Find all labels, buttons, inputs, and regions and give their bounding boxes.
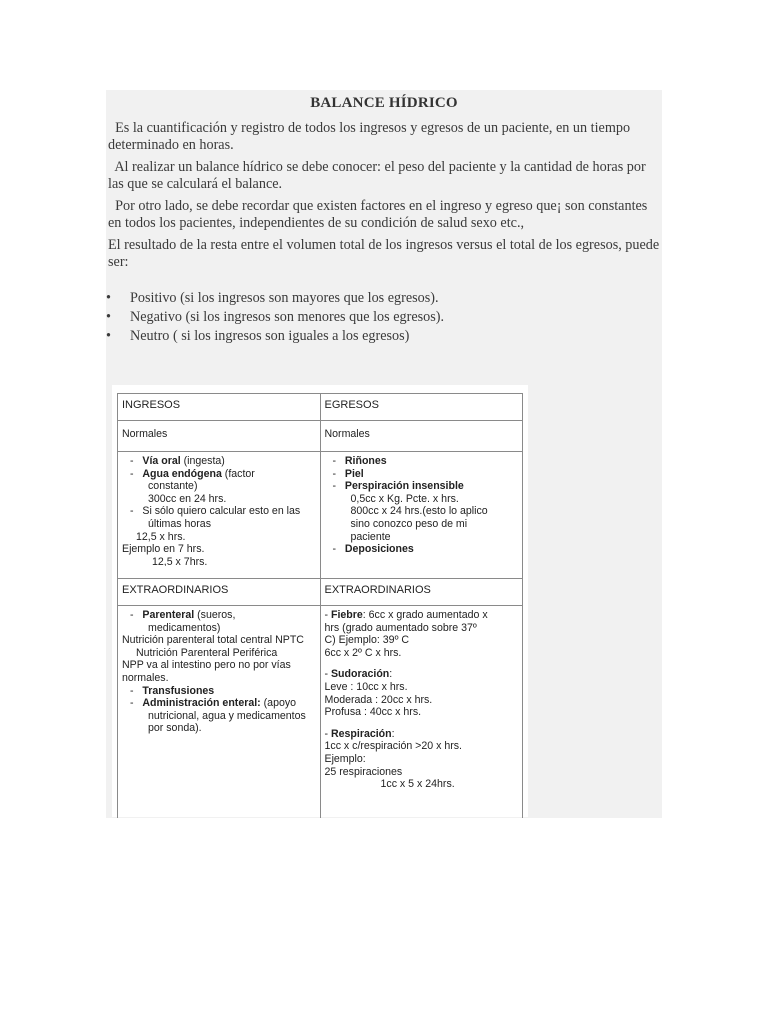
dash: -	[130, 505, 134, 518]
label-extraordinarios-ingresos: EXTRAORDINARIOS	[118, 579, 321, 606]
dash: -	[332, 543, 337, 556]
rinones-line	[325, 455, 519, 468]
fiebre-detail: : 6cc x grado aumentado x	[362, 609, 488, 621]
parenteral-line2: medicamentos)	[148, 621, 221, 634]
dash: -	[332, 455, 337, 467]
list-item	[106, 289, 662, 308]
enteral-label: Administración enteral:	[142, 697, 261, 710]
paragraph-factors-text: Por otro lado, se debe recordar que existen factores en el ingreso y egreso que¡ son constantes en todos los pacientes, independientes de su condición de salud sexo etc.,	[108, 198, 648, 231]
agua-endogena-label: Agua endógena	[142, 467, 222, 480]
balance-table	[117, 393, 523, 818]
npp-full-line: Nutrición Parenteral Periférica	[136, 646, 278, 659]
respiracion-colon: :	[391, 727, 395, 740]
respiracion-line3: 25 respiraciones	[324, 765, 403, 778]
parenteral-detail: (sueros,	[194, 609, 236, 621]
table-row	[118, 421, 523, 452]
header-egresos: EGRESOS	[320, 394, 523, 421]
si-solo-line	[122, 505, 316, 518]
list-item-text: Negativo (si los ingresos son menores que los egresos).	[130, 309, 445, 325]
list-item-text: Neutro ( si los ingresos son iguales a los egresos)	[130, 328, 410, 344]
document-page	[106, 90, 662, 818]
dash: -	[324, 668, 331, 681]
egresos-normales-cell	[320, 452, 523, 579]
dash: -	[130, 455, 134, 467]
list-item	[106, 327, 662, 346]
enteral-line2: nutricional, agua y medicamentos	[148, 709, 306, 722]
dash: -	[130, 609, 134, 621]
table-row	[118, 394, 523, 421]
dash: -	[130, 697, 134, 710]
rinones-label: Riñones	[344, 455, 387, 467]
formula-line: 12,5 x hrs.	[136, 530, 186, 543]
npp-line2: normales.	[122, 671, 169, 684]
sudoracion-colon: :	[389, 668, 393, 681]
bullet-icon: •	[106, 309, 111, 325]
agua-endogena-line2: constante)	[148, 480, 198, 493]
list-item-text: Positivo (si los ingresos son mayores que los egresos).	[130, 290, 439, 306]
document-title: BALANCE HÍDRICO	[310, 95, 458, 111]
parenteral-label: Parenteral	[142, 609, 195, 621]
paragraph-definition	[108, 120, 660, 154]
deposiciones-line	[325, 543, 519, 556]
egresos-extra-cell	[320, 606, 523, 819]
piel-line	[325, 468, 519, 481]
label-normales-ingresos: Normales	[118, 421, 321, 452]
perspiracion-line2: 800cc x 24 hrs.(esto lo aplico	[350, 505, 488, 518]
enteral-line3: por sonda).	[148, 722, 202, 735]
spacer	[325, 659, 519, 668]
sudoracion-moderada: Moderada : 20cc x hrs.	[324, 693, 433, 706]
transfusiones-line	[122, 685, 316, 698]
perspiracion-label: Perspiración insensible	[344, 480, 464, 493]
via-oral-label: Vía oral	[142, 455, 181, 467]
header-ingresos: INGRESOS	[118, 394, 321, 421]
result-list	[106, 289, 662, 346]
dash: -	[332, 467, 337, 480]
sudoracion-leve: Leve : 10cc x hrs.	[324, 680, 408, 693]
via-oral-detail: (ingesta)	[180, 455, 225, 467]
fiebre-label: Fiebre	[330, 609, 363, 621]
fiebre-line2: hrs (grado aumentado sobre 37º	[324, 621, 477, 634]
agua-endogena-line	[122, 468, 316, 481]
respiracion-line2: Ejemplo:	[324, 752, 366, 765]
parenteral-line	[122, 609, 316, 622]
fiebre-line3: C) Ejemplo: 39º C	[324, 634, 410, 647]
dash: -	[332, 480, 337, 493]
label-extraordinarios-egresos: EXTRAORDINARIOS	[320, 579, 523, 606]
piel-label: Piel	[344, 467, 364, 480]
sudoracion-profusa: Profusa : 40cc x hrs.	[324, 706, 422, 719]
label-normales-egresos: Normales	[320, 421, 523, 452]
perspiracion-line1: 0,5cc x Kg. Pcte. x hrs.	[350, 492, 459, 505]
dash: -	[130, 684, 134, 697]
nptc-line: Nutrición parenteral total central NPTC	[122, 634, 304, 647]
paragraph-definition-text: Es la cuantificación y registro de todos los ingresos y egresos de un paciente, en un tiempo determinado en horas.	[108, 120, 631, 153]
respiracion-label: Respiración	[330, 727, 392, 740]
deposiciones-label: Deposiciones	[344, 543, 414, 556]
enteral-detail: (apoyo	[260, 697, 297, 710]
list-item	[106, 308, 662, 327]
sudoracion-line	[325, 668, 519, 681]
perspiracion-line	[325, 480, 519, 493]
sudoracion-label: Sudoración	[330, 668, 390, 681]
si-solo-line2: últimas horas	[148, 517, 211, 530]
table-row	[118, 606, 523, 819]
agua-endogena-detail: (factor	[221, 467, 255, 480]
paragraph-requirements-text: Al realizar un balance hídrico se debe conocer: el peso del paciente y la cantidad de horas por las que se calculará el balance.	[108, 159, 646, 192]
perspiracion-line3: sino conozco peso de mi	[350, 517, 468, 530]
dash: -	[324, 609, 331, 621]
respiracion-line4: 1cc x 5 x 24hrs.	[380, 778, 455, 791]
npp-line1: NPP va al intestino pero no por vías	[122, 659, 291, 672]
enteral-line	[122, 697, 316, 710]
transfusiones-label: Transfusiones	[142, 684, 215, 697]
balance-table-image	[112, 385, 528, 817]
ejemplo-calc-line: 12,5 x 7hrs.	[152, 555, 208, 566]
fiebre-line	[325, 609, 519, 622]
ingresos-normales-cell	[118, 452, 321, 579]
table-row	[118, 579, 523, 606]
dash: -	[324, 727, 331, 740]
paragraph-result: El resultado de la resta entre el volumen total de los ingresos versus el total de los egresos, puede ser:	[108, 237, 660, 270]
ingresos-extra-cell	[118, 606, 321, 819]
bullet-icon: •	[106, 328, 111, 344]
fiebre-line4: 6cc x 2º C x hrs.	[324, 646, 402, 659]
table-row	[118, 452, 523, 579]
spacer	[325, 719, 519, 728]
respiracion-line1: 1cc x c/respiración >20 x hrs.	[324, 740, 462, 753]
respiracion-line	[325, 728, 519, 741]
paragraph-factors	[108, 198, 660, 232]
paragraph-requirements	[108, 159, 660, 193]
perspiracion-line4: paciente	[350, 530, 391, 543]
bullet-icon: •	[106, 290, 111, 306]
dash: -	[130, 467, 134, 480]
ejemplo-line: Ejemplo en 7 hrs.	[122, 543, 205, 556]
si-solo-text: Si sólo quiero calcular esto en las	[142, 505, 301, 518]
agua-endogena-line3: 300cc en 24 hrs.	[148, 492, 227, 505]
via-oral-line	[122, 455, 316, 468]
